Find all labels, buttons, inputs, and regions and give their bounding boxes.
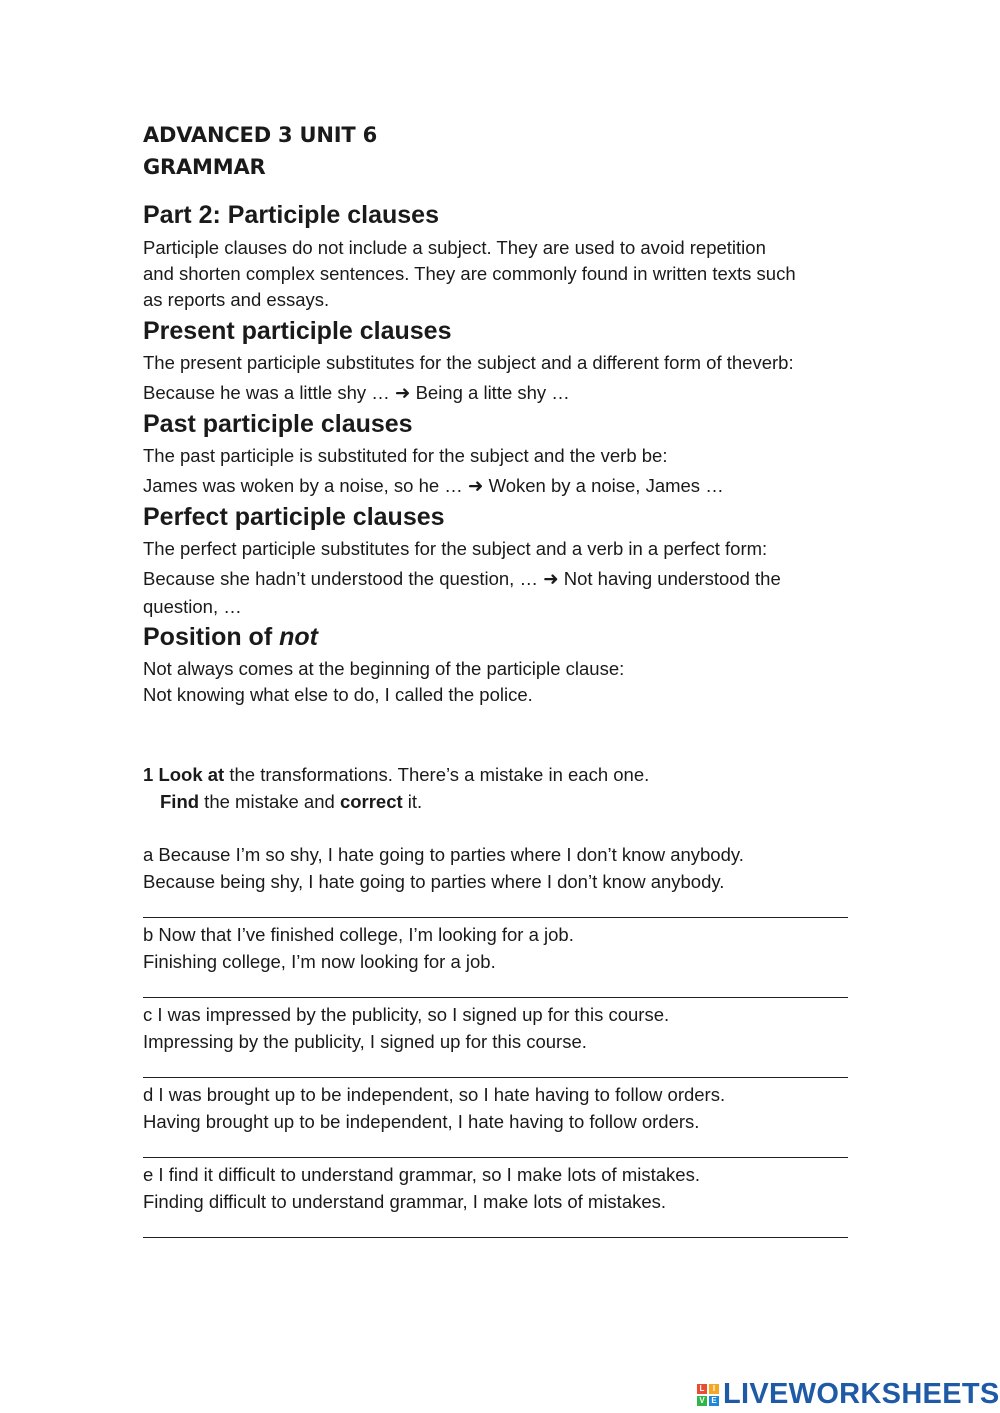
item-d-answer-input[interactable] [143, 1134, 848, 1156]
perfect-participle-heading: Perfect participle clauses [143, 503, 445, 531]
part2-heading: Part 2: Participle clauses [143, 201, 439, 229]
part2-intro-line2: and shorten complex sentences. They are commonly found in written texts such [143, 263, 796, 284]
item-e-transformed: Finding difficult to understand grammar, I make lots of mistakes. [143, 1191, 667, 1212]
exercise-find: Find [160, 791, 200, 812]
present-participle-desc: The present participle substitutes for the subject and a different form of theverb: [143, 352, 794, 373]
item-e-answer-input[interactable] [143, 1214, 848, 1236]
part2-intro-line3: as reports and essays. [143, 289, 330, 310]
logo-tile-i: I [709, 1384, 719, 1394]
exercise-correct: correct [339, 791, 403, 812]
item-d-original: d I was brought up to be independent, so I hate having to follow orders. [143, 1084, 726, 1105]
past-participle-desc: The past participle is substituted for the subject and the verb be: [143, 445, 668, 466]
exercise-it: it. [402, 791, 423, 812]
perfect-participle-example-line1: Because she hadn’t understood the question, … ➜ Not having understood the [143, 568, 781, 589]
exercise-the-mistake-and: the mistake and [199, 791, 340, 812]
logo-tile-e: E [709, 1396, 719, 1406]
item-e-original: e I find it difficult to understand grammar, so I make lots of mistakes. [143, 1164, 700, 1185]
exercise-line1-rest: the transformations. There’s a mistake in each one. [224, 764, 650, 785]
item-a-original: a Because I’m so shy, I hate going to parties where I don’t know anybody. [143, 844, 744, 865]
position-of-not-emphasis: not [279, 623, 318, 651]
past-participle-heading: Past participle clauses [143, 410, 413, 438]
perfect-participle-example-line2: question, … [143, 596, 242, 617]
item-a-answer-line [143, 917, 848, 918]
logo-tile-l: L [697, 1384, 707, 1394]
position-of-not-prefix: Position of [143, 623, 280, 651]
exercise-number: 1 [143, 764, 154, 785]
position-of-not-heading [143, 623, 318, 652]
item-c-answer-line [143, 1077, 848, 1078]
item-e-answer-line [143, 1237, 848, 1238]
item-b-transformed: Finishing college, I’m now looking for a job. [143, 951, 496, 972]
exercise-instruction-line2 [160, 789, 422, 815]
item-c-original: c I was impressed by the publicity, so I signed up for this course. [143, 1004, 670, 1025]
part2-intro-line1: Participle clauses do not include a subject. They are used to avoid repetition [143, 237, 766, 258]
logo-tiles-icon [697, 1384, 719, 1406]
item-c-answer-input[interactable] [143, 1054, 848, 1076]
item-b-answer-line [143, 997, 848, 998]
item-a-transformed: Because being shy, I hate going to parties where I don’t know anybody. [143, 871, 725, 892]
item-d-transformed: Having brought up to be independent, I hate having to follow orders. [143, 1111, 700, 1132]
item-b-original: b Now that I’ve finished college, I’m looking for a job. [143, 924, 574, 945]
logo-tile-v: V [697, 1396, 707, 1406]
item-b-answer-input[interactable] [143, 974, 848, 996]
exercise-instruction-line1 [143, 762, 649, 788]
exercise-look-at: Look at [158, 764, 225, 785]
liveworksheets-logo [697, 1378, 1000, 1411]
unit-title: ADVANCED 3 UNIT 6 [143, 123, 378, 147]
position-of-not-example: Not knowing what else to do, I called the police. [143, 684, 533, 705]
perfect-participle-desc: The perfect participle substitutes for the subject and a verb in a perfect form: [143, 538, 768, 559]
present-participle-heading: Present participle clauses [143, 317, 452, 345]
item-d-answer-line [143, 1157, 848, 1158]
item-a-answer-input[interactable] [143, 894, 848, 916]
past-participle-example: James was woken by a noise, so he … ➜ Woken by a noise, James … [143, 475, 724, 496]
section-title: GRAMMAR [143, 155, 266, 179]
present-participle-example: Because he was a little shy … ➜ Being a litte shy … [143, 382, 570, 403]
position-of-not-desc: Not always comes at the beginning of the participle clause: [143, 658, 625, 679]
item-c-transformed: Impressing by the publicity, I signed up for this course. [143, 1031, 587, 1052]
logo-text: LIVEWORKSHEETS [723, 1378, 1000, 1410]
